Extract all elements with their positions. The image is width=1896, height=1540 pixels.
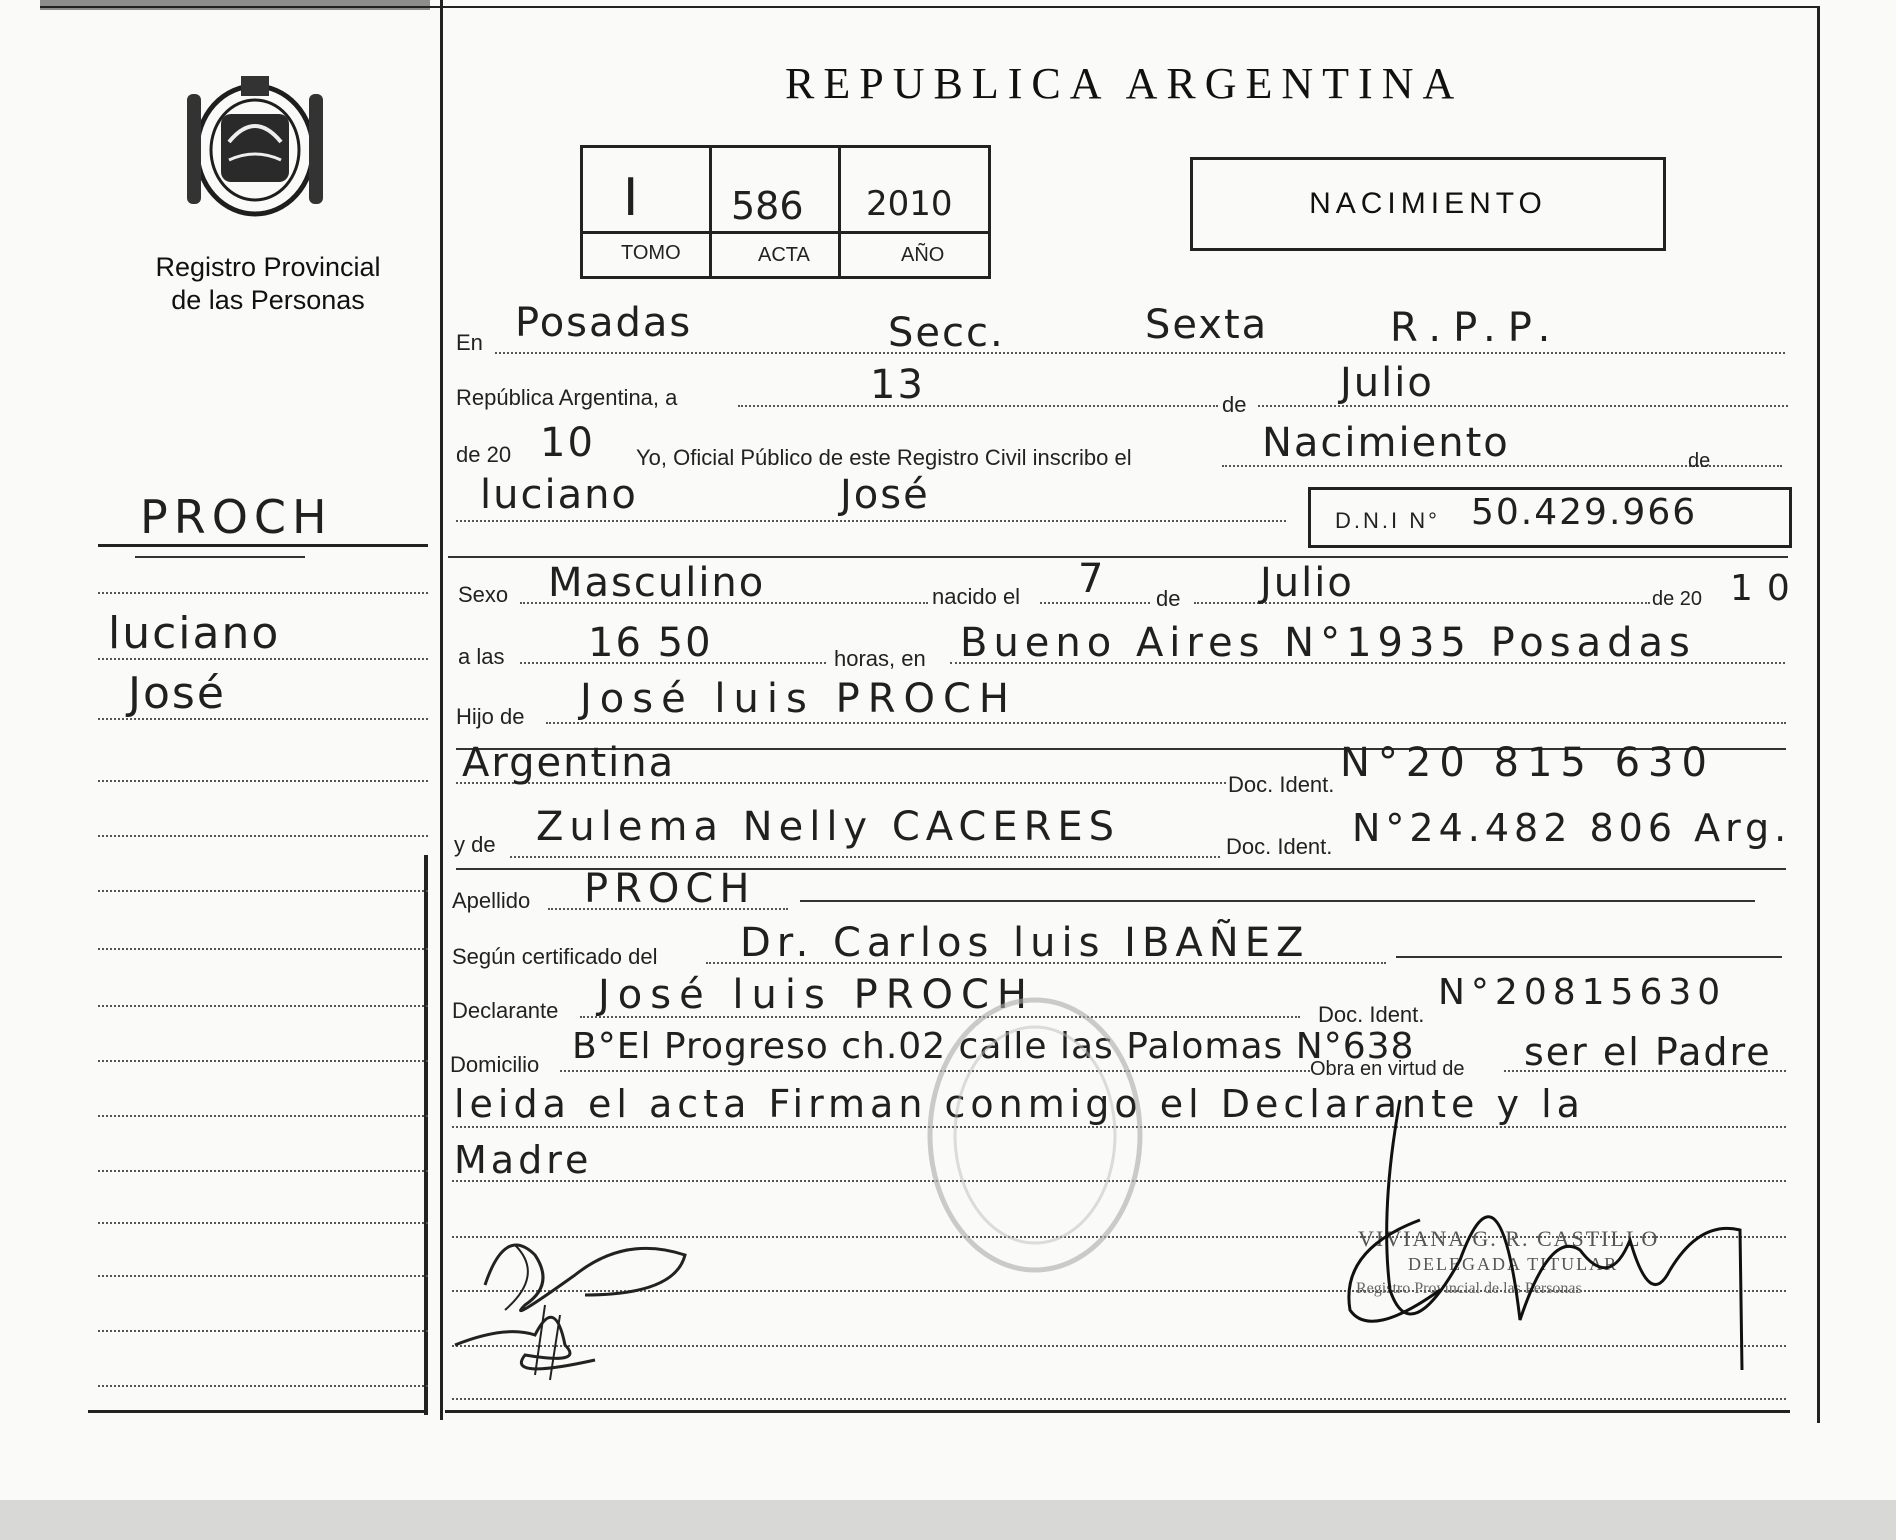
scan-bottom-band [0, 1500, 1896, 1540]
record-number-box [580, 145, 991, 279]
section-value: Secc. [888, 310, 1005, 356]
margin-first-name: luciano [108, 608, 281, 659]
birth-place-value: Bueno Aires N°1935 Posadas [960, 620, 1696, 666]
dni-label: D.N.I N° [1335, 508, 1440, 533]
margin-surname: PROCH [140, 490, 333, 544]
de-label: de [1222, 392, 1247, 417]
mother-name-value: Zulema Nelly CACERES [536, 804, 1121, 850]
birth-year-value: 10 [1730, 568, 1804, 609]
ano-label: AÑO [901, 244, 945, 266]
mother-doc-value: N°24.482 806 Arg. [1352, 806, 1792, 850]
text-line-3: Madre [454, 1138, 593, 1182]
section-number-value: Sexta [1145, 302, 1269, 348]
republica-label: República Argentina, a [456, 385, 678, 410]
de-label-2: de [1688, 450, 1711, 472]
ano-value: 2010 [866, 184, 953, 224]
horas-label: horas, en [834, 646, 926, 671]
bottom-rule-left [88, 1410, 428, 1413]
doc-ident-label-2: Doc. Ident. [1226, 834, 1333, 859]
apellido-label: Apellido [452, 888, 531, 913]
sex-value: Masculino [548, 560, 766, 606]
nacido-label: nacido el [932, 584, 1021, 609]
apellido-value: PROCH [584, 866, 756, 912]
day-value: 13 [870, 362, 925, 408]
tomo-value: I [623, 168, 641, 228]
father-doc-value: N°20 815 630 [1340, 740, 1715, 786]
margin-middle-name: José [128, 668, 226, 719]
declarante-doc-value: N°20815630 [1438, 972, 1727, 1013]
doctor-value: Dr. Carlos luis IBAÑEZ [740, 920, 1310, 966]
dni-value: 50.429.966 [1471, 492, 1698, 533]
province-seal [185, 72, 325, 224]
declarante-value: José luis PROCH [598, 972, 1035, 1018]
registry-name-line1: Registro Provincial [155, 252, 381, 282]
domicilio-label: Domicilio [450, 1052, 540, 1077]
acta-value: 586 [731, 184, 804, 228]
tomo-label: TOMO [621, 242, 681, 264]
margin-divider [440, 0, 443, 1420]
father-name-value: José luis PROCH [580, 676, 1017, 722]
de20-label: de 20 [456, 442, 512, 467]
act-type-value: Nacimiento [1262, 420, 1510, 466]
child-middle-name: José [840, 472, 930, 518]
city-value: Posadas [515, 300, 693, 346]
official-signature [1320, 1090, 1760, 1380]
month-value: Julio [1340, 360, 1434, 406]
doc-ident-label-1: Doc. Ident. [1228, 772, 1335, 797]
certificado-label: Según certificado del [452, 944, 658, 969]
round-stamp [920, 990, 1150, 1280]
acta-label: ACTA [758, 244, 810, 266]
obra-value: ser el Padre [1524, 1030, 1772, 1074]
declarante-label: Declarante [452, 998, 559, 1023]
father-nationality-value: Argentina [462, 740, 676, 786]
doc-ident-label-3: Doc. Ident. [1318, 1002, 1425, 1027]
obra-label: Obra en virtud de [1310, 1058, 1465, 1080]
de-label-3: de [1156, 586, 1181, 611]
alas-label: a las [458, 644, 505, 669]
bottom-rule-right [445, 1410, 1790, 1413]
record-type-box [1190, 157, 1666, 251]
registry-name-line2: de las Personas [171, 285, 365, 315]
country-title: REPUBLICA ARGENTINA [785, 59, 1464, 108]
official-title: DELEGADA TITULAR [1408, 1254, 1619, 1274]
birth-month-value: Julio [1260, 560, 1354, 606]
text-line-2: leida el acta Firman conmigo el Declarante y la [454, 1082, 1585, 1126]
y-de-label: y de [454, 832, 496, 857]
hijo-label: Hijo de [456, 704, 525, 729]
official-name: VIVIANA G. R. CASTILLO [1358, 1226, 1660, 1251]
record-type: NACIMIENTO [1309, 187, 1547, 220]
birth-hour-value: 16 50 [588, 620, 713, 666]
en-label: En [456, 330, 483, 355]
birth-day-value: 7 [1078, 556, 1106, 602]
sexo-label: Sexo [458, 582, 509, 607]
registry-office-value: R.P.P. [1390, 305, 1563, 351]
de20-label-2: de 20 [1652, 588, 1703, 610]
official-office: Registro Provincial de las Personas [1356, 1280, 1582, 1297]
child-first-name: luciano [480, 472, 638, 518]
domicilio-value: B°El Progreso ch.02 calle las Palomas N°638 [572, 1026, 1415, 1067]
oficial-text: Yo, Oficial Público de este Registro Civil inscribo el [636, 445, 1132, 470]
dni-box [1308, 487, 1792, 548]
mother-signature [445, 1285, 645, 1395]
year-value: 10 [540, 420, 595, 466]
